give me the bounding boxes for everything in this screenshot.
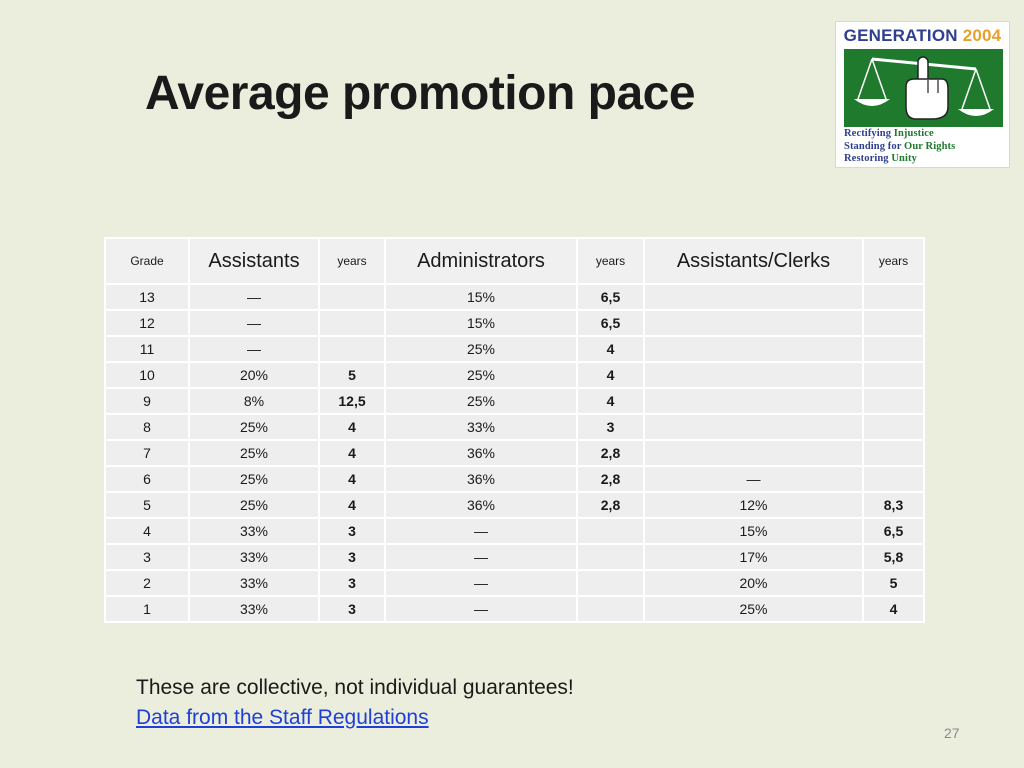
slide-title: Average promotion pace [145,67,696,120]
collective-guarantee-note: These are collective, not individual guarantees! [136,676,574,699]
cell-administrators-years: 2,8 [577,440,644,466]
promotion-pace-table [104,237,925,623]
cell-assistants-years [319,336,385,362]
cell-assistants-years: 5 [319,362,385,388]
staff-regulations-link[interactable]: Data from the Staff Regulations [136,706,429,729]
cell-assistants: 33% [189,596,319,622]
cell-administrators: 15% [385,284,577,310]
table-header-row [105,238,924,284]
table-row [105,440,924,466]
header-administrators-years: years [577,238,644,284]
logo-motto [844,128,1006,166]
cell-assistants: 33% [189,518,319,544]
cell-assistants-clerks: 15% [644,518,863,544]
cell-grade: 6 [105,466,189,492]
cell-administrators: — [385,518,577,544]
cell-assistants: — [189,310,319,336]
table-row [105,388,924,414]
cell-grade: 11 [105,336,189,362]
cell-assistants-years: 4 [319,466,385,492]
cell-administrators-years [577,518,644,544]
cell-administrators: 25% [385,362,577,388]
cell-assistants-clerks: 20% [644,570,863,596]
cell-assistants-clerks-years: 8,3 [863,492,924,518]
cell-grade: 1 [105,596,189,622]
cell-administrators: 15% [385,310,577,336]
cell-assistants-years: 3 [319,544,385,570]
cell-administrators: — [385,570,577,596]
cell-assistants-clerks: — [644,466,863,492]
cell-assistants-clerks [644,440,863,466]
table-row [105,466,924,492]
cell-administrators: 33% [385,414,577,440]
cell-assistants: 25% [189,466,319,492]
cell-grade: 9 [105,388,189,414]
cell-administrators-years: 4 [577,362,644,388]
cell-grade: 13 [105,284,189,310]
logo-wordmark [836,26,1009,46]
cell-assistants-years: 3 [319,518,385,544]
cell-assistants-years: 4 [319,440,385,466]
table-row [105,596,924,622]
cell-administrators: 25% [385,388,577,414]
cell-administrators-years [577,570,644,596]
cell-assistants-clerks [644,362,863,388]
cell-assistants-clerks [644,310,863,336]
cell-administrators: — [385,596,577,622]
cell-assistants: 25% [189,492,319,518]
logo-motto-line-2: Standing for Our Rights [844,140,956,152]
cell-assistants-clerks-years [863,414,924,440]
cell-assistants-clerks-years: 4 [863,596,924,622]
cell-grade: 2 [105,570,189,596]
header-assistants: Assistants [189,238,319,284]
cell-assistants: 25% [189,414,319,440]
cell-assistants-clerks-years [863,466,924,492]
table-row [105,284,924,310]
cell-grade: 8 [105,414,189,440]
cell-assistants: — [189,336,319,362]
cell-assistants-clerks-years: 5 [863,570,924,596]
cell-assistants-clerks [644,284,863,310]
table-row [105,362,924,388]
cell-assistants-years: 4 [319,492,385,518]
cell-grade: 7 [105,440,189,466]
cell-assistants-clerks: 12% [644,492,863,518]
cell-assistants: 8% [189,388,319,414]
cell-administrators: 36% [385,492,577,518]
cell-assistants-years [319,310,385,336]
cell-assistants-clerks [644,388,863,414]
header-administrators: Administrators [385,238,577,284]
header-assistants-clerks-years: years [863,238,924,284]
cell-administrators: 36% [385,440,577,466]
cell-grade: 3 [105,544,189,570]
header-grade: Grade [105,238,189,284]
table-row [105,310,924,336]
logo-motto-line-3: Restoring Unity [844,153,917,164]
page-number: 27 [944,725,960,741]
cell-assistants-clerks-years: 5,8 [863,544,924,570]
table-row [105,570,924,596]
cell-assistants-clerks-years [863,440,924,466]
cell-assistants-clerks: 25% [644,596,863,622]
cell-assistants-clerks-years [863,336,924,362]
cell-administrators-years: 3 [577,414,644,440]
cell-grade: 10 [105,362,189,388]
cell-assistants: 33% [189,570,319,596]
cell-assistants-clerks [644,336,863,362]
cell-administrators-years: 2,8 [577,492,644,518]
cell-assistants-clerks-years [863,362,924,388]
cell-assistants: 33% [189,544,319,570]
cell-administrators: — [385,544,577,570]
cell-assistants-clerks: 17% [644,544,863,570]
generation-2004-logo [835,21,1010,168]
header-assistants-years: years [319,238,385,284]
cell-assistants: — [189,284,319,310]
header-assistants-clerks: Assistants/Clerks [644,238,863,284]
table-row [105,492,924,518]
cell-administrators-years [577,596,644,622]
cell-grade: 5 [105,492,189,518]
table-row [105,336,924,362]
cell-assistants-years: 12,5 [319,388,385,414]
table-row [105,544,924,570]
cell-administrators: 36% [385,466,577,492]
cell-assistants-clerks-years [863,284,924,310]
cell-assistants-clerks-years: 6,5 [863,518,924,544]
logo-motto-line-1: Rectifying Injustice [844,128,934,139]
cell-assistants-years: 4 [319,414,385,440]
table-row [105,518,924,544]
scales-of-justice-icon [844,49,1003,127]
cell-administrators-years: 4 [577,388,644,414]
cell-assistants-clerks [644,414,863,440]
cell-administrators-years [577,544,644,570]
cell-administrators: 25% [385,336,577,362]
cell-grade: 4 [105,518,189,544]
cell-administrators-years: 2,8 [577,466,644,492]
table-row [105,414,924,440]
cell-administrators-years: 6,5 [577,310,644,336]
cell-assistants-years: 3 [319,570,385,596]
cell-grade: 12 [105,310,189,336]
cell-assistants-clerks-years [863,310,924,336]
cell-administrators-years: 6,5 [577,284,644,310]
logo-word-generation: GENERATION [843,26,958,45]
cell-assistants-years: 3 [319,596,385,622]
cell-assistants: 25% [189,440,319,466]
cell-assistants-clerks-years [863,388,924,414]
logo-word-year: 2004 [962,26,1002,45]
cell-assistants: 20% [189,362,319,388]
cell-assistants-years [319,284,385,310]
cell-administrators-years: 4 [577,336,644,362]
